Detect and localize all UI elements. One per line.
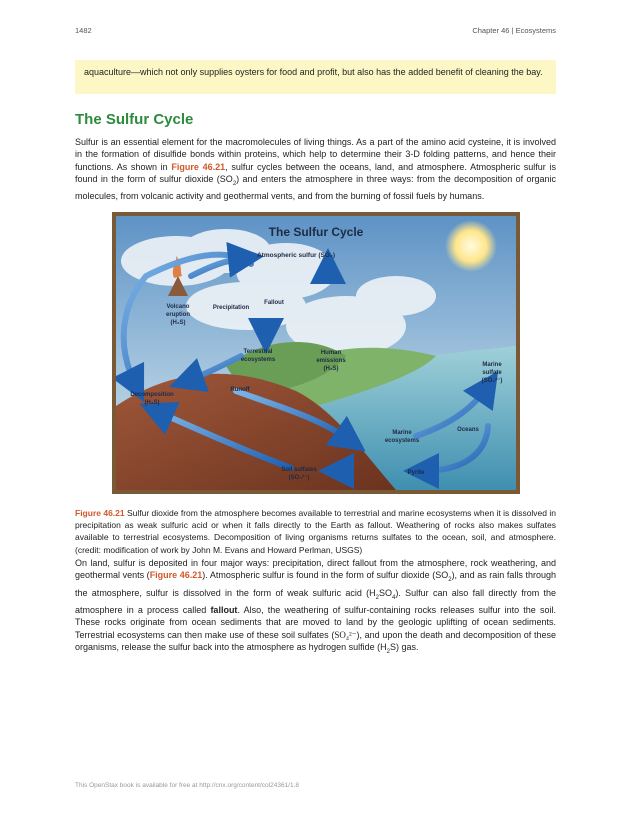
text-run: . Also, the weathering of sulfur-containing rocks releases sulfur into the soil. These rocks originate from ocean sediments that are moved to land by the geologic uplifting of ocean sediments. Terrestrial ecosystems can then make use of these soil sulfates ( <box>75 604 556 640</box>
subscript: 4 <box>392 594 396 601</box>
label-terrestrial: ecosystems <box>240 357 276 363</box>
text-run: ), and as rain falls through the atmosphere, sulfur is dissolved in the form of weak sulfuric acid (H <box>75 570 556 598</box>
note-box: aquaculture—which not only supplies oysters for food and profit, but also has the added benefit of cleaning the bay. <box>75 60 556 94</box>
text-run: SO <box>379 587 393 598</box>
label-volcano: eruption <box>166 312 190 318</box>
caption-text: Sulfur dioxide from the atmosphere becomes available to terrestrial and marine ecosystems when it is dissolved in precipitation as weak sulfuric acid or when it falls directly to the Earth as fallout. Weathering of rocks also makes sulfates available to terrestrial ecosystems. Decomposition of living organisms returns sulfates to the ocean, soil, and atmosphere. (credit: modification of work by John M. Evans and Howard Perlman, USGS) <box>75 507 556 555</box>
label-atmospheric-sulfur: Atmospheric sulfur (SO₂) <box>256 252 336 259</box>
figure-title: The Sulfur Cycle <box>268 225 364 239</box>
label-fallout: Fallout <box>264 300 284 306</box>
figure-caption <box>75 507 556 557</box>
text-run: , sulfur cycles between the oceans, land, and atmosphere. Atmospheric sulfur is found in the form of sulfur dioxide (SO <box>75 161 557 185</box>
label-terrestrial: Terrestrial <box>243 349 273 355</box>
label-volcano: Volcano <box>166 304 190 310</box>
sulfur-cycle-illustration <box>116 216 516 490</box>
section-title: The Sulfur Cycle <box>75 111 194 128</box>
text-run: S) gas. <box>390 642 419 653</box>
sulfur-cycle-figure <box>112 212 520 494</box>
subscript: 2 <box>448 577 452 584</box>
figure-link[interactable]: Figure 46.21 <box>171 161 226 172</box>
label-volcano: (H₂S) <box>170 320 186 326</box>
subscript: 2 <box>232 181 237 188</box>
label-marine-sulfate: sulfate <box>482 370 502 376</box>
label-decomposition: (H₂S) <box>144 400 160 406</box>
sun-icon <box>445 220 497 272</box>
chapter-header: Chapter 46 | Ecosystems <box>472 26 556 35</box>
label-decomposition: Decomposition <box>130 392 174 398</box>
label-human-emissions: (H₂S) <box>323 366 339 372</box>
sulfate-formula: SO₄²⁻ <box>334 629 357 640</box>
label-human-emissions: emissions <box>316 358 346 364</box>
label-soil-sulfates: Soil sulfates <box>281 467 317 473</box>
label-marine-ecosystems: ecosystems <box>384 438 420 444</box>
label-soil-sulfates: (SO₄²⁻) <box>288 475 310 481</box>
label-pyrite: Pyrite <box>407 470 425 476</box>
subscript: 2 <box>386 648 391 655</box>
text-run: On land, sulfur is deposited in four major ways: precipitation, direct fallout from the atmosphere, rock weathering, and geothermal vents ( <box>75 558 556 581</box>
paragraph-land-deposition <box>75 557 556 658</box>
label-runoff: Runoff <box>230 387 250 393</box>
paragraph-intro <box>75 136 556 203</box>
caption-label: Figure 46.21 <box>75 507 125 518</box>
text-run: ). Sulfur can also fall directly from the atmosphere in a process called <box>75 587 556 615</box>
label-marine-ecosystems: Marine <box>392 430 412 436</box>
label-marine-sulfate: (SO₄²⁻) <box>481 378 503 384</box>
term-fallout: fallout <box>210 604 238 615</box>
subscript: 2 <box>375 594 380 601</box>
label-oceans: Oceans <box>457 427 479 433</box>
label-precipitation: Precipitation <box>212 305 250 311</box>
text-run: ), and upon the death and decomposition of these organisms, release the sulfur back into the atmosphere as hydrogen sulfide (H <box>75 629 556 653</box>
page-number: 1482 <box>75 26 92 35</box>
text-run: ). Atmospheric sulfur is found in the form of sulfur dioxide (SO <box>202 570 449 581</box>
label-human-emissions: Human <box>320 350 342 356</box>
text-run: Sulfur is an essential element for the macromolecules of living things. As a part of the amino acid cysteine, it is involved in the formation of disulfide bonds within proteins, which help to determine their 3-D folding patterns, and hence their functions. As shown in <box>75 137 556 172</box>
figure-link[interactable]: Figure 46.21 <box>149 570 203 581</box>
label-marine-sulfate: Marine <box>482 362 502 368</box>
text-run: ) and enters the atmosphere in three ways: from the decomposition of organic molecules, from volcanic activity and geothermal vents, and from the burning of fossil fuels by humans. <box>75 174 556 202</box>
footer-note: This OpenStax book is available for free at http://cnx.org/content/col24361/1.8 <box>75 782 300 789</box>
